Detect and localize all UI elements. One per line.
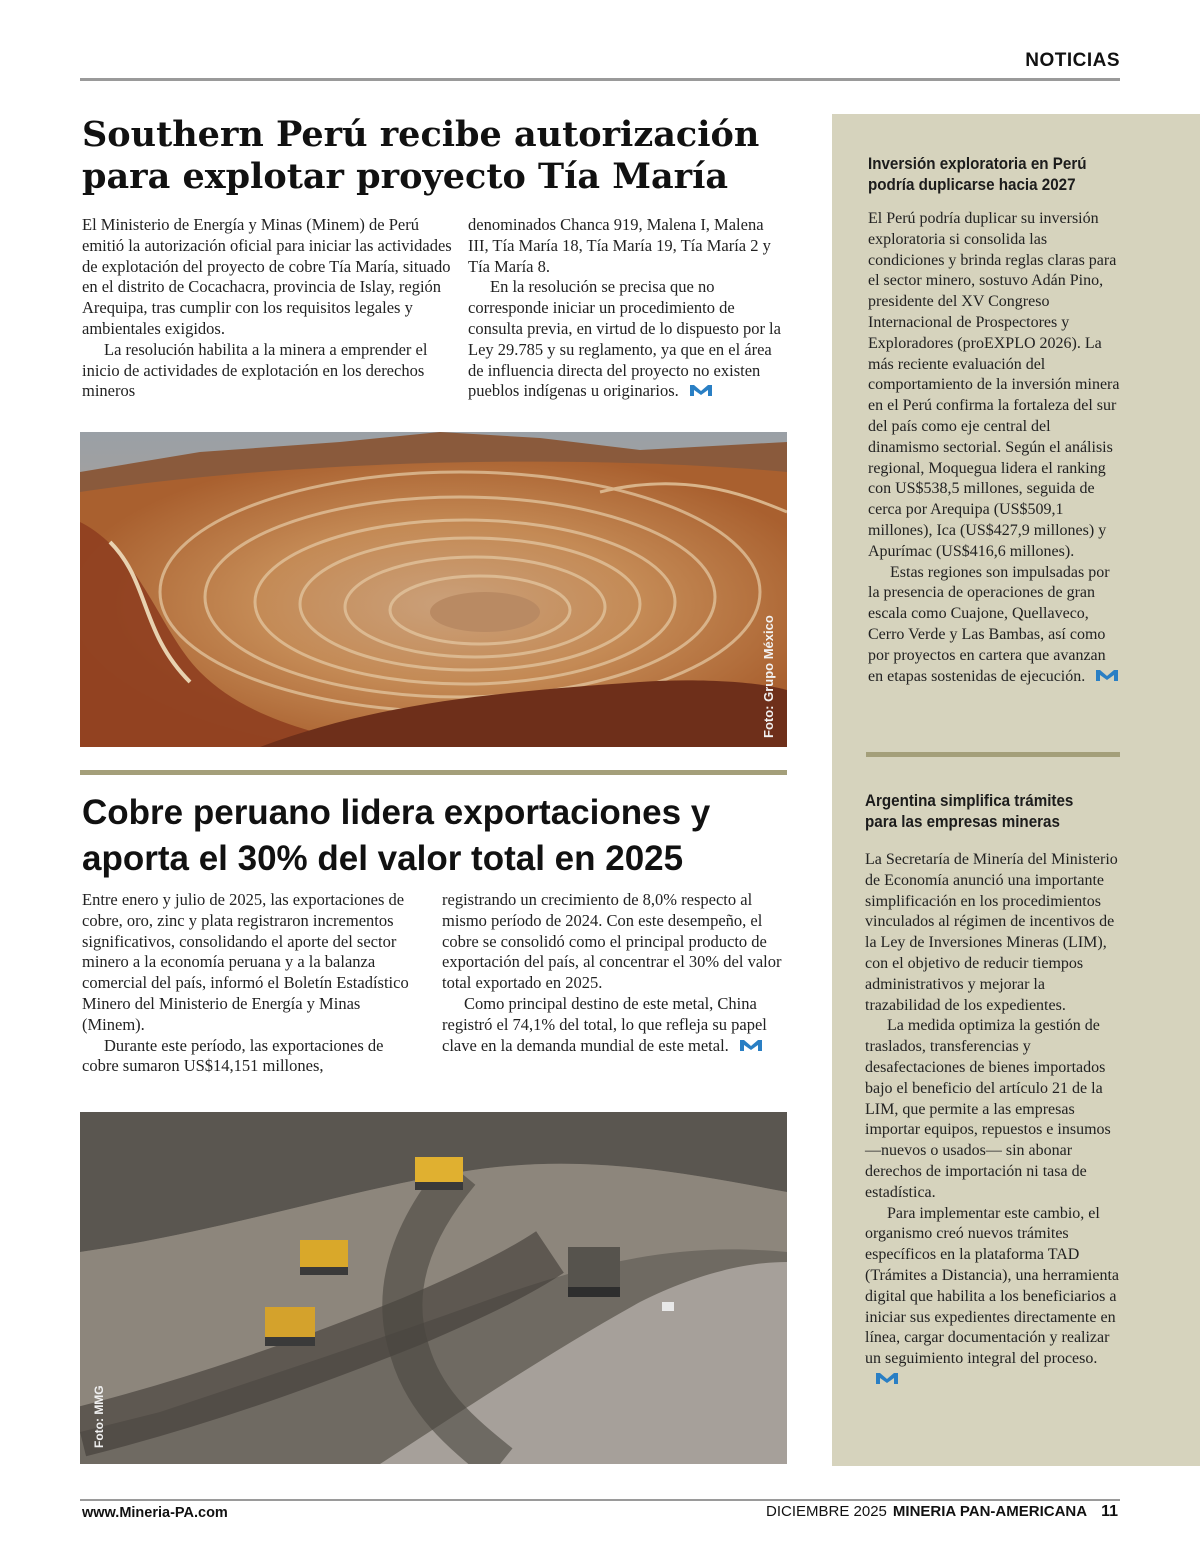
- article2-column-1: [82, 890, 422, 1077]
- article2-paragraph-text: Como principal destino de este metal, China registró el 74,1% del total, lo que refleja su papel clave en la demanda mundial de este metal.: [442, 993, 767, 1055]
- sidebar-story1-body: [868, 209, 1124, 687]
- magazine-m-logo-icon: [689, 384, 713, 397]
- magazine-m-logo-icon: [875, 1372, 899, 1385]
- footer-magazine-name: MINERIA PAN-AMERICANA: [892, 1503, 1088, 1520]
- photo1-credit: Foto: Grupo México: [761, 615, 776, 738]
- sidebar-paragraph-text: Para implementar este cambio, el organismo creó nuevos trámites específicos en la plataforma TAD (Trámites a Distancia), una herramienta digital que habilita a los beneficiarios a iniciar sus expedientes directamente en línea, cargar documentación y realizar un seguimiento integral del proceso.: [865, 1204, 1119, 1368]
- footer-issue-info: [766, 1503, 1118, 1521]
- article2-column-2: [442, 890, 782, 1056]
- article2-paragraph: Entre enero y julio de 2025, las exportaciones de cobre, oro, zinc y plata registraron incrementos significativos, consolidando el aporte del sector minero a la economía peruana y a la balanza comercial del país, informó el Boletín Estadístico Minero del Ministerio de Energía y Minas (Minem).: [82, 890, 409, 1034]
- page-number: 11: [1101, 1503, 1118, 1520]
- haul-truck: [415, 1157, 463, 1190]
- magazine-m-logo-icon: [739, 1039, 763, 1052]
- haul-trucks-photo: [80, 1112, 787, 1464]
- article1-paragraph: La resolución habilita a la minera a emprender el inicio de actividades de explotación en los derechos mineros: [82, 339, 428, 401]
- sidebar-paragraph: [865, 1204, 1123, 1391]
- article1-paragraph-text: En la resolución se precisa que no corresponde iniciar un procedimiento de consulta previa, en virtud de lo dispuesto por la Ley 29.785 y su reglamento, ya que en el área de influencia directa del proyecto no existen pueblos indígenas u originarios.: [468, 277, 781, 401]
- sidebar-paragraph: El Perú podría duplicar su inversión exploratoria si consolida las condiciones y brinda reglas claras para el sector minero, sostuvo Adán Pino, presidente del XV Congreso Internacional de Prospectores y Exploradores (proEXPLO 2026). La más reciente evaluación del comportamiento de la inversión minera en el Perú confirma la fortaleza del sur del país como eje central del dinamismo sectorial. Según el análisis regional, Moquegua lidera el ranking con US$538,5 millones, seguida de cerca por Arequipa (US$509,1 millones), Ica (US$427,9 millones) y Apurímac (US$416,6 millones).: [868, 210, 1120, 560]
- footer-rule: [80, 1499, 1120, 1501]
- article1-column-1: [82, 215, 452, 402]
- article1-paragraph: El Ministerio de Energía y Minas (Minem) de Perú emitió la autorización oficial para iniciar las actividades de explotación del proyecto de cobre Tía María, situado en el distrito de Cocachacra, provincia de Islay, región Arequipa, tras cumplir con los requisitos legales y ambientales exigidos.: [82, 215, 452, 338]
- article1-column-2: [468, 215, 786, 402]
- article2-paragraph: [442, 994, 782, 1056]
- haul-trucks-illustration: [80, 1112, 787, 1464]
- article1-headline: Southern Perú recibe autorización para explotar proyecto Tía María: [82, 114, 760, 197]
- sidebar-paragraph-text: Estas regiones son impulsadas por la presencia de operaciones de gran escala como Cuajone, Quellaveco, Cerro Verde y Las Bambas, así como por proyectos en cartera que avanzan en etapas sostenidas de ejecución.: [868, 563, 1110, 685]
- sidebar-story2-title: Argentina simplifica trámites para las empresas mineras: [865, 792, 1074, 831]
- sidebar-story1-title: Inversión exploratoria en Perú podría duplicarse hacia 2027: [868, 155, 1087, 194]
- footer-date: DICIEMBRE 2025: [766, 1503, 887, 1520]
- sidebar-divider: [866, 752, 1120, 757]
- magazine-m-logo-icon: [1095, 669, 1119, 682]
- sidebar-story2-body: [865, 850, 1123, 1391]
- open-pit-mine-photo: [80, 432, 787, 747]
- open-pit-mine-illustration: [80, 432, 787, 747]
- article1-paragraph: [468, 277, 786, 402]
- footer-website-link[interactable]: www.Mineria-PA.com: [82, 1505, 228, 1521]
- header-rule: [80, 78, 1120, 81]
- article2-paragraph: registrando un crecimiento de 8,0% respecto al mismo período de 2024. Con este desempeño, el cobre se consolidó como el principal producto de exportación del país, al concentrar el 30% del valor total exportado en 2025.: [442, 890, 782, 993]
- section-label: NOTICIAS: [1025, 50, 1120, 71]
- haul-truck: [265, 1307, 315, 1346]
- photo2-credit: Foto: MMG: [92, 1385, 106, 1448]
- haul-truck: [300, 1240, 348, 1275]
- article2-headline: Cobre peruano lidera exportaciones y aporta el 30% del valor total en 2025: [82, 793, 711, 878]
- haul-truck: [568, 1247, 620, 1297]
- article2-paragraph: Durante este período, las exportaciones de cobre sumaron US$14,151 millones,: [82, 1035, 384, 1076]
- section-divider: [80, 770, 787, 775]
- sidebar-paragraph: [868, 563, 1124, 688]
- sidebar-paragraph: La Secretaría de Minería del Ministerio de Economía anunció una importante simplificación en los procedimientos vinculados al régimen de incentivos de la Ley de Inversiones Mineras (LIM), con el objetivo de reducir tiempos administrativos y mejorar la trazabilidad de los expedientes.: [865, 851, 1118, 1014]
- sidebar-paragraph: La medida optimiza la gestión de traslados, transferencias y desafectaciones de bienes importados bajo el beneficio del artículo 21 de la LIM, que permite a las empresas importar equipos, repuestos e insumos —nuevos o usados— sin abonar derechos de importación ni tasa de estadística.: [865, 1017, 1111, 1201]
- article1-paragraph: denominados Chanca 919, Malena I, Malena III, Tía María 18, Tía María 19, Tía María 2 y Tía María 8.: [468, 215, 771, 276]
